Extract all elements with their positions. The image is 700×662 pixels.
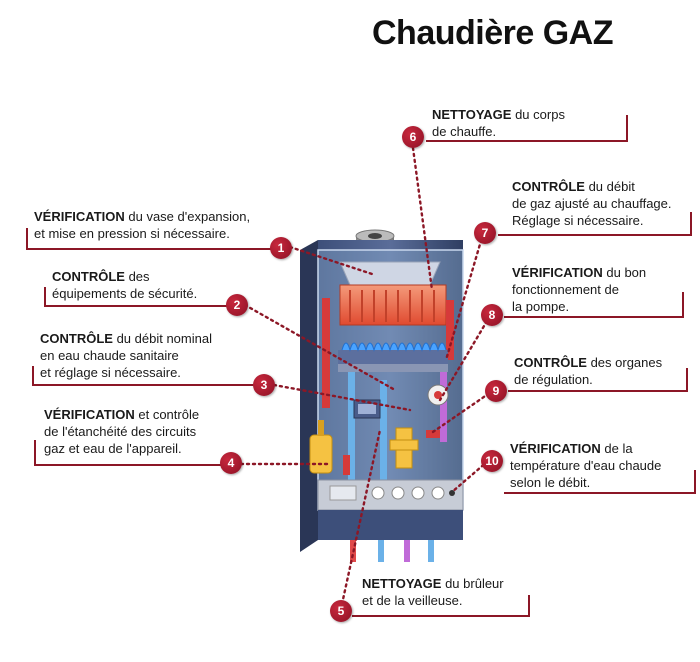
annotation-3-line1: du débit nominal: [112, 331, 212, 346]
annotation-5-lead: NETTOYAGE: [362, 576, 442, 591]
badge-6: 6: [402, 126, 424, 148]
annotation-8-line1: du bon: [602, 265, 647, 280]
badge-2: 2: [226, 294, 248, 316]
annotation-7-line2: de gaz ajusté au chauffage.: [512, 196, 672, 211]
annotation-5-line1: du brûleur: [441, 576, 504, 591]
annotation-1-line1: du vase d'expansion,: [124, 209, 251, 224]
annotation-8-bracket: [504, 292, 684, 318]
connection-pipes: [350, 540, 434, 562]
annotation-4-bracket: [34, 440, 222, 466]
annotation-10-line2: température d'eau chaude: [510, 458, 662, 473]
annotation-7-bracket: [498, 212, 692, 236]
annotation-1-lead: VÉRIFICATION: [34, 209, 125, 224]
annotation-8-line2: fonctionnement de: [512, 282, 619, 297]
annotation-3-bracket: [32, 366, 254, 386]
annotation-1-bracket: [26, 228, 274, 250]
annotation-7-line1: du débit: [584, 179, 635, 194]
annotation-4-line1: et contrôle: [134, 407, 200, 422]
diagram-title: Chaudière GAZ: [372, 14, 613, 52]
annotation-6-line2: de chauffe.: [432, 124, 497, 139]
annotation-9-bracket: [508, 368, 688, 392]
boiler-side-panel: [300, 240, 318, 552]
annotation-7-line3: Réglage si nécessaire.: [512, 213, 644, 228]
pump-gauge: [428, 385, 448, 405]
flue-hood: [340, 262, 440, 285]
badge-10: 10: [481, 450, 503, 472]
annotation-7-lead: CONTRÔLE: [512, 179, 585, 194]
badge-7: 7: [474, 222, 496, 244]
annotation-6-line1: du corps: [511, 107, 565, 122]
badge-3: 3: [253, 374, 275, 396]
annotation-3-line3: et réglage si nécessaire.: [40, 365, 181, 380]
annotation-5-line2: et de la veilleuse.: [362, 593, 463, 608]
annotation-8-line3: la pompe.: [512, 299, 570, 314]
badge-4: 4: [220, 452, 242, 474]
annotation-2-line2: équipements de sécurité.: [52, 286, 198, 301]
annotation-9-lead: CONTRÔLE: [514, 355, 587, 370]
annotation-3-line2: en eau chaude sanitaire: [40, 348, 179, 363]
annotation-3-lead: CONTRÔLE: [40, 331, 113, 346]
annotation-9-line2: de régulation.: [514, 372, 593, 387]
annotation-4-line2: de l'étanchéité des circuits: [44, 424, 197, 439]
annotation-2-lead: CONTRÔLE: [52, 269, 125, 284]
heat-exchanger: [340, 285, 446, 325]
annotation-10-line1: de la: [600, 441, 633, 456]
annotation-4-lead: VÉRIFICATION: [44, 407, 135, 422]
annotation-10-line3: selon le débit.: [510, 475, 591, 490]
badge-9: 9: [485, 380, 507, 402]
badge-1: 1: [270, 237, 292, 259]
annotation-5-bracket: [352, 595, 530, 617]
red-small-pipe: [343, 455, 350, 475]
annotation-1-line2: et mise en pression si nécessaire.: [34, 226, 230, 241]
annotation-9-line1: des organes: [586, 355, 663, 370]
purple-pipe: [440, 372, 447, 442]
annotation-6-bracket: [426, 115, 628, 142]
annotation-2-line1: des: [124, 269, 150, 284]
annotation-8-lead: VÉRIFICATION: [512, 265, 603, 280]
badge-8: 8: [481, 304, 503, 326]
annotation-10-lead: VÉRIFICATION: [510, 441, 601, 456]
case-bottom: [318, 510, 463, 540]
annotation-10-bracket: [504, 470, 696, 494]
annotation-6-lead: NETTOYAGE: [432, 107, 512, 122]
annotation-2-bracket: [44, 287, 229, 307]
blue-pipe-2: [380, 380, 387, 480]
control-panel: [318, 480, 463, 510]
badge-5: 5: [330, 600, 352, 622]
annotation-4-line3: gaz et eau de l'appareil.: [44, 441, 182, 456]
